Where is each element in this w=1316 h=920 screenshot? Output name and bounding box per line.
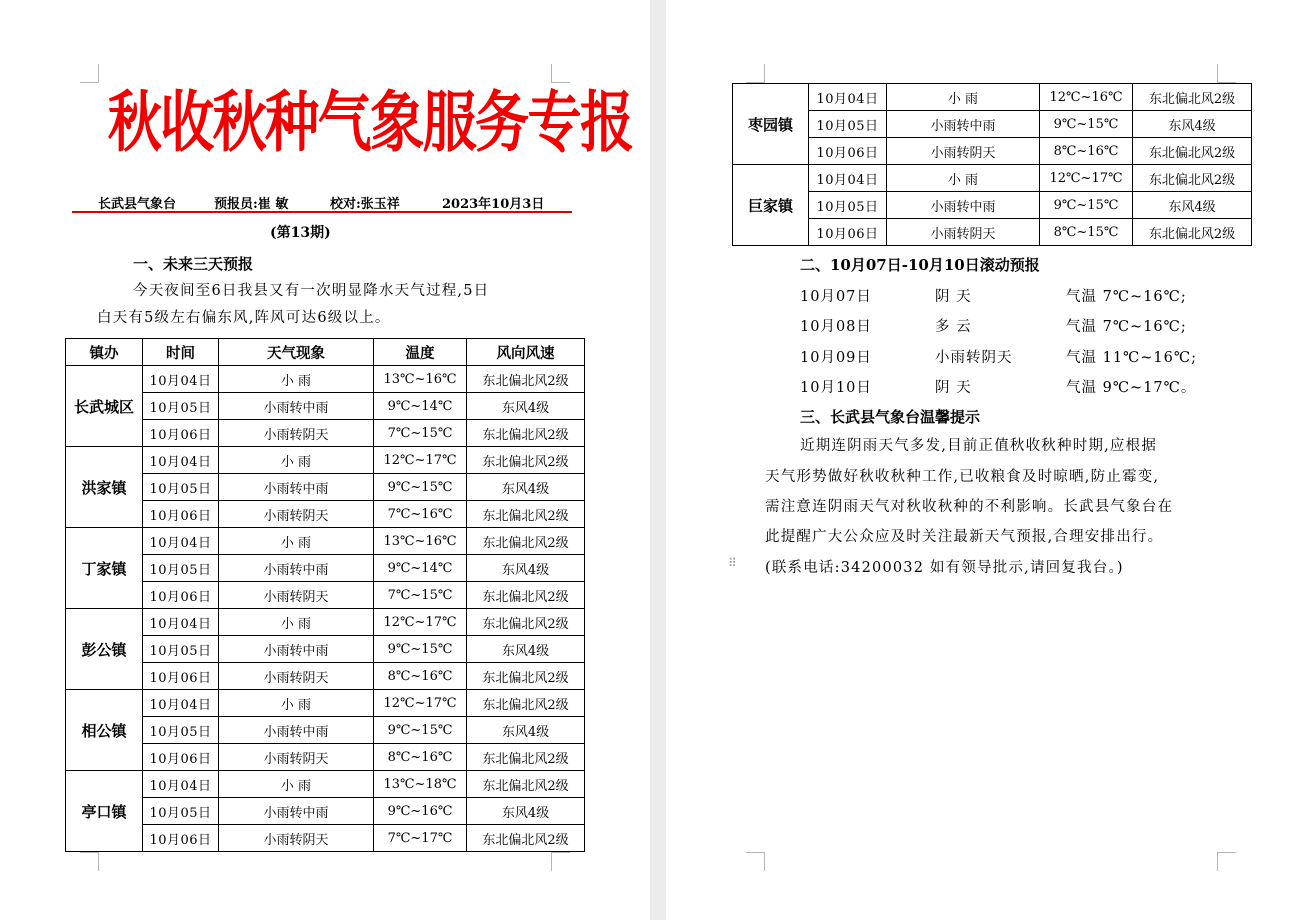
table-row xyxy=(66,447,585,474)
date-cell[interactable]: 10月06日 xyxy=(809,219,887,246)
wind-cell[interactable]: 东北偏北风2级 xyxy=(467,582,585,609)
wind-cell[interactable]: 东风4级 xyxy=(467,717,585,744)
temp-cell[interactable]: 13℃~16℃ xyxy=(374,528,467,555)
wind-cell[interactable]: 东风4级 xyxy=(467,474,585,501)
temp-cell[interactable]: 7℃~17℃ xyxy=(374,825,467,852)
table-row xyxy=(66,798,585,825)
date-cell[interactable]: 10月06日 xyxy=(143,420,219,447)
rolling-weather[interactable]: 多 云 xyxy=(935,319,972,335)
crop-mark xyxy=(551,64,570,83)
rolling-weather[interactable]: 阴 天 xyxy=(935,289,972,305)
section3-line[interactable]: 需注意连阴雨天气对秋收秋种的不利影响。长武县气象台在 xyxy=(765,499,1174,515)
table-row xyxy=(66,663,585,690)
wind-cell[interactable]: 东北偏北风2级 xyxy=(467,609,585,636)
temp-cell[interactable]: 9℃~15℃ xyxy=(374,474,467,501)
weather-cell[interactable]: 小雨转中雨 xyxy=(219,393,374,420)
wind-cell[interactable]: 东风4级 xyxy=(467,393,585,420)
section1-line[interactable]: 白天有5级左右偏东风,阵风可达6级以上。 xyxy=(97,310,391,326)
header-temp: 温度 xyxy=(374,339,467,366)
date-cell[interactable]: 10月06日 xyxy=(143,825,219,852)
table-row xyxy=(66,825,585,852)
temp-cell[interactable]: 12℃~17℃ xyxy=(374,447,467,474)
date-cell[interactable]: 10月05日 xyxy=(809,111,887,138)
date-cell[interactable]: 10月04日 xyxy=(809,165,887,192)
weather-cell[interactable]: 小雨转中雨 xyxy=(219,636,374,663)
wind-cell[interactable]: 东北偏北风2级 xyxy=(467,420,585,447)
weather-cell[interactable]: 小 雨 xyxy=(219,609,374,636)
date-cell[interactable]: 10月05日 xyxy=(809,192,887,219)
weather-cell[interactable]: 小 雨 xyxy=(219,528,374,555)
table-row xyxy=(66,501,585,528)
weather-cell[interactable]: 小 雨 xyxy=(887,84,1040,111)
weather-cell[interactable]: 小 雨 xyxy=(219,366,374,393)
issue-number[interactable]: (第13期) xyxy=(270,225,331,241)
page-gutter xyxy=(650,0,666,920)
wind-cell[interactable]: 东风4级 xyxy=(1133,111,1252,138)
rolling-date[interactable]: 10月10日 xyxy=(800,380,872,396)
rolling-temp[interactable]: 气温 7℃~16℃; xyxy=(1066,289,1187,305)
table-row xyxy=(733,111,1252,138)
wind-cell[interactable]: 东北偏北风2级 xyxy=(1133,138,1252,165)
date-cell[interactable]: 10月04日 xyxy=(809,84,887,111)
temp-cell[interactable]: 13℃~18℃ xyxy=(374,771,467,798)
date-cell[interactable]: 10月04日 xyxy=(143,609,219,636)
town-name[interactable]: 枣园镇 xyxy=(733,84,809,165)
date-cell[interactable]: 10月05日 xyxy=(143,555,219,582)
wind-cell[interactable]: 东北偏北风2级 xyxy=(467,501,585,528)
temp-cell[interactable]: 8℃~15℃ xyxy=(1040,219,1133,246)
crop-mark xyxy=(551,852,570,871)
date-cell[interactable]: 10月06日 xyxy=(143,663,219,690)
weather-cell[interactable]: 小雨转中雨 xyxy=(219,798,374,825)
rolling-date[interactable]: 10月07日 xyxy=(800,289,872,305)
weather-cell[interactable]: 小雨转阴天 xyxy=(219,501,374,528)
table-row xyxy=(66,636,585,663)
crop-mark xyxy=(746,64,765,83)
document-title[interactable]: 秋收秋种气象服务专报 xyxy=(107,83,633,161)
section2-heading[interactable]: 二、10月07日-10月10日滚动预报 xyxy=(800,256,1040,274)
wind-cell[interactable]: 东北偏北风2级 xyxy=(467,366,585,393)
date-cell[interactable]: 10月04日 xyxy=(143,528,219,555)
temp-cell[interactable]: 12℃~17℃ xyxy=(1040,165,1133,192)
byline-agency[interactable]: 长武县气象台 xyxy=(98,197,177,212)
crop-mark xyxy=(1217,64,1236,83)
table-row xyxy=(733,165,1252,192)
date-cell[interactable]: 10月05日 xyxy=(143,636,219,663)
rolling-date[interactable]: 10月08日 xyxy=(800,319,872,335)
table-row xyxy=(733,138,1252,165)
section3-line[interactable]: 此提醒广大公众应及时关注最新天气预报,合理安排出行。 xyxy=(765,529,1164,545)
temp-cell[interactable]: 9℃~16℃ xyxy=(374,798,467,825)
wind-cell[interactable]: 东北偏北风2级 xyxy=(1133,165,1252,192)
temp-cell[interactable]: 13℃~16℃ xyxy=(374,366,467,393)
rolling-temp[interactable]: 气温 7℃~16℃; xyxy=(1066,319,1187,335)
temp-cell[interactable]: 9℃~14℃ xyxy=(374,555,467,582)
temp-cell[interactable]: 9℃~15℃ xyxy=(1040,192,1133,219)
date-cell[interactable]: 10月06日 xyxy=(809,138,887,165)
date-cell[interactable]: 10月04日 xyxy=(143,690,219,717)
temp-cell[interactable]: 12℃~17℃ xyxy=(374,690,467,717)
wind-cell[interactable]: 东风4级 xyxy=(467,555,585,582)
date-cell[interactable]: 10月06日 xyxy=(143,582,219,609)
table-row xyxy=(66,771,585,798)
crop-mark xyxy=(80,852,99,871)
section3-line[interactable]: (联系电话:34200032 如有领导批示,请回复我台。) xyxy=(765,560,1124,576)
weather-cell[interactable]: 小雨转中雨 xyxy=(219,717,374,744)
table-row xyxy=(66,366,585,393)
weather-cell[interactable]: 小雨转阴天 xyxy=(219,744,374,771)
header-weather: 天气现象 xyxy=(219,339,374,366)
temp-cell[interactable]: 12℃~16℃ xyxy=(1040,84,1133,111)
rolling-weather[interactable]: 小雨转阴天 xyxy=(935,350,1013,366)
forecast-table-continued xyxy=(732,83,1252,246)
temp-cell[interactable]: 9℃~15℃ xyxy=(1040,111,1133,138)
date-cell[interactable]: 10月05日 xyxy=(143,798,219,825)
table-row xyxy=(66,744,585,771)
town-name[interactable]: 亭口镇 xyxy=(66,771,143,852)
wind-cell[interactable]: 东风4级 xyxy=(467,798,585,825)
date-cell[interactable]: 10月05日 xyxy=(143,393,219,420)
town-name[interactable]: 相公镇 xyxy=(66,690,143,771)
town-name[interactable]: 彭公镇 xyxy=(66,609,143,690)
weather-cell[interactable]: 小雨转阴天 xyxy=(887,138,1040,165)
table-row xyxy=(66,609,585,636)
rolling-date[interactable]: 10月09日 xyxy=(800,350,872,366)
town-name[interactable]: 洪家镇 xyxy=(66,447,143,528)
weather-cell[interactable]: 小雨转阴天 xyxy=(219,825,374,852)
table-row xyxy=(733,84,1252,111)
temp-cell[interactable]: 8℃~16℃ xyxy=(374,663,467,690)
temp-cell[interactable]: 12℃~17℃ xyxy=(374,609,467,636)
weather-cell[interactable]: 小雨转阴天 xyxy=(219,582,374,609)
table-row xyxy=(66,393,585,420)
byline-checker[interactable]: 校对:张玉祥 xyxy=(330,197,400,212)
rolling-weather[interactable]: 阴 天 xyxy=(935,380,972,396)
date-cell[interactable]: 10月04日 xyxy=(143,447,219,474)
weather-cell[interactable]: 小雨转中雨 xyxy=(887,192,1040,219)
temp-cell[interactable]: 7℃~16℃ xyxy=(374,501,467,528)
date-cell[interactable]: 10月05日 xyxy=(143,474,219,501)
section1-line[interactable]: 今天夜间至6日我县又有一次明显降水天气过程,5日 xyxy=(133,283,490,299)
wind-cell[interactable]: 东北偏北风2级 xyxy=(467,825,585,852)
section3-line[interactable]: 天气形势做好秋收秋种工作,已收粮食及时晾晒,防止霉变, xyxy=(765,469,1160,485)
wind-cell[interactable]: 东北偏北风2级 xyxy=(467,744,585,771)
town-name[interactable]: 长武城区 xyxy=(66,366,143,447)
temp-cell[interactable]: 8℃~16℃ xyxy=(1040,138,1133,165)
wind-cell[interactable]: 东北偏北风2级 xyxy=(1133,219,1252,246)
crop-mark xyxy=(1217,852,1236,871)
header-time: 时间 xyxy=(143,339,219,366)
wind-cell[interactable]: 东北偏北风2级 xyxy=(467,447,585,474)
temp-cell[interactable]: 8℃~16℃ xyxy=(374,744,467,771)
section3-heading[interactable]: 三、长武县气象台温馨提示 xyxy=(800,408,981,426)
byline xyxy=(72,193,572,211)
table-row xyxy=(733,219,1252,246)
wind-cell[interactable]: 东北偏北风2级 xyxy=(1133,84,1252,111)
byline-forecaster[interactable]: 预报员:崔 敏 xyxy=(214,197,289,212)
weather-cell[interactable]: 小雨转阴天 xyxy=(887,219,1040,246)
header-wind: 风向风速 xyxy=(467,339,585,366)
table-row xyxy=(66,528,585,555)
date-cell[interactable]: 10月04日 xyxy=(143,771,219,798)
byline-date[interactable]: 2023年10月3日 xyxy=(442,197,545,212)
town-name[interactable]: 丁家镇 xyxy=(66,528,143,609)
date-cell[interactable]: 10月06日 xyxy=(143,744,219,771)
weather-cell[interactable]: 小 雨 xyxy=(219,771,374,798)
crop-mark xyxy=(746,852,765,871)
temp-cell[interactable]: 9℃~14℃ xyxy=(374,393,467,420)
table-row xyxy=(66,420,585,447)
weather-cell[interactable]: 小雨转中雨 xyxy=(219,555,374,582)
drag-handle-icon[interactable]: ⠿ xyxy=(728,556,737,570)
table-row xyxy=(66,717,585,744)
weather-cell[interactable]: 小雨转阴天 xyxy=(219,663,374,690)
wind-cell[interactable]: 东北偏北风2级 xyxy=(467,690,585,717)
temp-cell[interactable]: 9℃~15℃ xyxy=(374,636,467,663)
table-row xyxy=(66,555,585,582)
weather-cell[interactable]: 小雨转阴天 xyxy=(219,420,374,447)
wind-cell[interactable]: 东北偏北风2级 xyxy=(467,663,585,690)
date-cell[interactable]: 10月04日 xyxy=(143,366,219,393)
forecast-table xyxy=(65,338,585,852)
rolling-temp[interactable]: 气温 9℃~17℃。 xyxy=(1066,380,1197,396)
temp-cell[interactable]: 9℃~15℃ xyxy=(374,717,467,744)
weather-cell[interactable]: 小 雨 xyxy=(887,165,1040,192)
wind-cell[interactable]: 东北偏北风2级 xyxy=(467,528,585,555)
table-row xyxy=(66,474,585,501)
date-cell[interactable]: 10月06日 xyxy=(143,501,219,528)
table-row xyxy=(66,582,585,609)
section3-line[interactable]: 近期连阴雨天气多发,目前正值秋收秋种时期,应根据 xyxy=(800,438,1158,454)
section1-heading[interactable]: 一、未来三天预报 xyxy=(133,255,254,273)
weather-cell[interactable]: 小雨转中雨 xyxy=(219,474,374,501)
table-header-row xyxy=(66,339,585,366)
header-town: 镇办 xyxy=(66,339,143,366)
town-name[interactable]: 巨家镇 xyxy=(733,165,809,246)
temp-cell[interactable]: 7℃~15℃ xyxy=(374,582,467,609)
weather-cell[interactable]: 小雨转中雨 xyxy=(887,111,1040,138)
wind-cell[interactable]: 东风4级 xyxy=(467,636,585,663)
date-cell[interactable]: 10月05日 xyxy=(143,717,219,744)
weather-cell[interactable]: 小 雨 xyxy=(219,690,374,717)
rolling-temp[interactable]: 气温 11℃~16℃; xyxy=(1066,350,1197,366)
weather-cell[interactable]: 小 雨 xyxy=(219,447,374,474)
crop-mark xyxy=(80,64,99,83)
wind-cell[interactable]: 东风4级 xyxy=(1133,192,1252,219)
table-row xyxy=(733,192,1252,219)
temp-cell[interactable]: 7℃~15℃ xyxy=(374,420,467,447)
wind-cell[interactable]: 东北偏北风2级 xyxy=(467,771,585,798)
red-divider xyxy=(72,211,572,213)
table-row xyxy=(66,690,585,717)
